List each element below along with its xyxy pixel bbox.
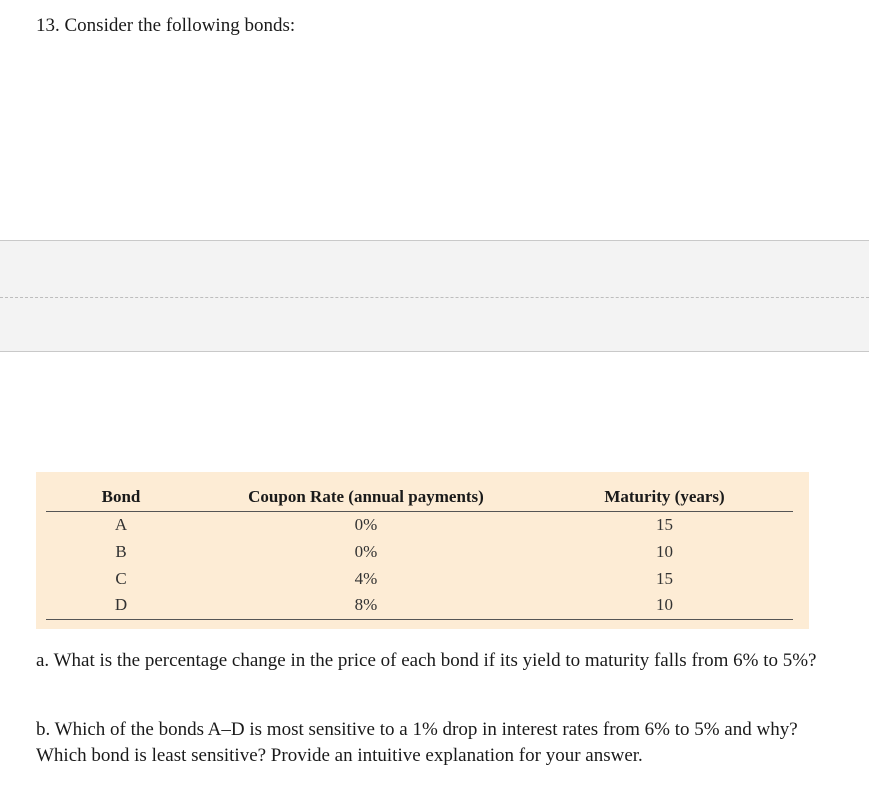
dashed-divider xyxy=(0,297,869,298)
cell-coupon: 4% xyxy=(354,568,378,588)
table-row xyxy=(46,511,793,538)
cell-maturity: 15 xyxy=(656,514,673,534)
table-header-row xyxy=(46,484,793,511)
cell-bond: B xyxy=(115,541,127,561)
cell-maturity: 10 xyxy=(536,592,793,619)
question-part-b: b. Which of the bonds A–D is most sensitive to a 1% drop in interest rates from 6% to 5% and why? Which bond is least sensitive? Provide an intuitive explanation for your answer. xyxy=(36,719,798,766)
table-row xyxy=(46,538,793,565)
cell-maturity: 15 xyxy=(656,568,673,588)
cell-bond: D xyxy=(46,592,196,619)
header-maturity: Maturity (years) xyxy=(536,484,793,511)
cell-bond: C xyxy=(115,568,127,588)
bond-table xyxy=(46,484,793,620)
cell-maturity: 10 xyxy=(656,541,673,561)
question-part-a: a. What is the percentage change in the price of each bond if its yield to maturity falls from 6% to 5%? xyxy=(36,650,817,671)
header-coupon-rate: Coupon Rate (annual payments) xyxy=(196,484,536,511)
gray-band xyxy=(0,240,869,352)
cell-coupon: 8% xyxy=(196,592,536,619)
cell-coupon: 0% xyxy=(354,514,378,534)
question-title: 13. Consider the following bonds: xyxy=(36,15,296,36)
cell-bond: A xyxy=(114,514,128,534)
header-bond: Bond xyxy=(46,484,196,511)
table-row xyxy=(46,565,793,592)
bond-table-panel xyxy=(36,472,809,629)
table-row xyxy=(46,592,793,619)
cell-coupon: 0% xyxy=(354,541,378,561)
